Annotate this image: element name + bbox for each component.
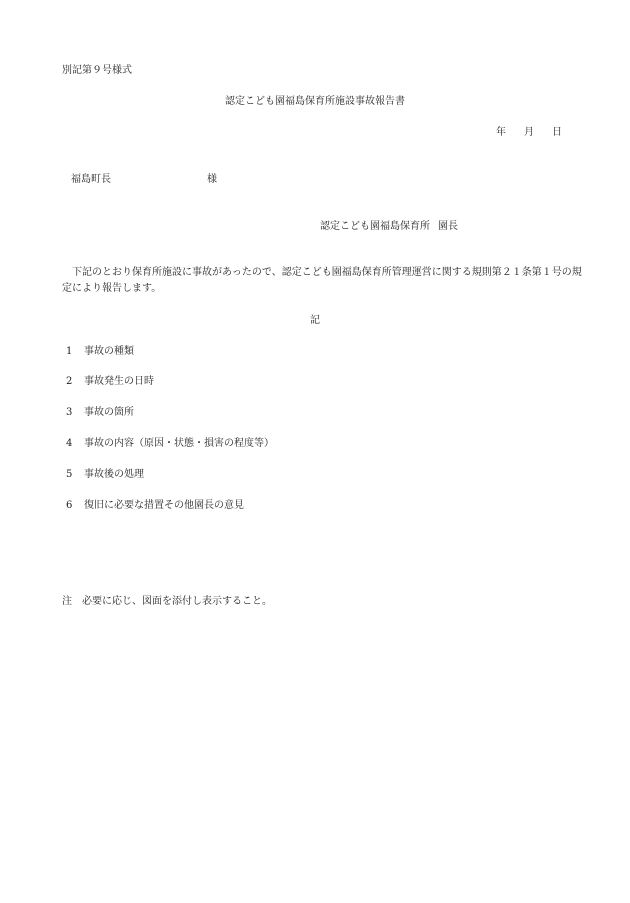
sender-role: 園長 — [438, 221, 458, 232]
list-item — [66, 408, 134, 418]
list-item — [66, 347, 134, 357]
ki-heading: 記 — [310, 315, 320, 326]
list-item-label: 事故発生の日時 — [84, 376, 154, 387]
list-item-number: 5 — [66, 469, 73, 480]
list-item-number: 6 — [66, 500, 73, 511]
body-text-line-2: 定により報告します。 — [62, 283, 162, 294]
list-item-number: 4 — [66, 438, 73, 449]
addressee-honorific: 様 — [207, 174, 217, 185]
addressee-line — [71, 175, 217, 185]
list-item — [66, 470, 144, 480]
list-item-number: 2 — [66, 376, 73, 387]
footnote — [62, 597, 272, 607]
list-item-number: 1 — [66, 346, 73, 357]
list-item-number: 3 — [66, 407, 73, 418]
sender-organization: 認定こども園福島保育所 — [320, 221, 430, 232]
sender-line — [320, 222, 458, 232]
date-month-label: 月 — [524, 127, 534, 138]
list-item — [66, 377, 154, 387]
addressee-name: 福島町長 — [71, 174, 111, 185]
date-day-label: 日 — [552, 127, 562, 138]
footnote-mark: 注 — [62, 596, 72, 607]
footnote-text: 必要に応じ、図面を添付し表示すること。 — [82, 596, 272, 607]
date-year-label: 年 — [496, 127, 506, 138]
list-item-label: 復旧に必要な措置その他園長の意見 — [84, 500, 244, 511]
list-item-label: 事故の内容（原因・状態・損害の程度等） — [84, 438, 274, 449]
document-title: 認定こども園福島保育所施設事故報告書 — [225, 96, 405, 107]
date-line — [496, 128, 562, 138]
form-number: 別記第９号様式 — [62, 65, 132, 76]
list-item-label: 事故後の処理 — [84, 469, 144, 480]
list-item-label: 事故の箇所 — [84, 407, 134, 418]
list-item — [66, 439, 274, 449]
list-item — [66, 501, 244, 511]
list-item-label: 事故の種類 — [84, 346, 134, 357]
body-text-line-1: 下記のとおり保育所施設に事故があったので、認定こども園福島保育所管理運営に関する規則第２１条第１号の規 — [72, 267, 582, 278]
